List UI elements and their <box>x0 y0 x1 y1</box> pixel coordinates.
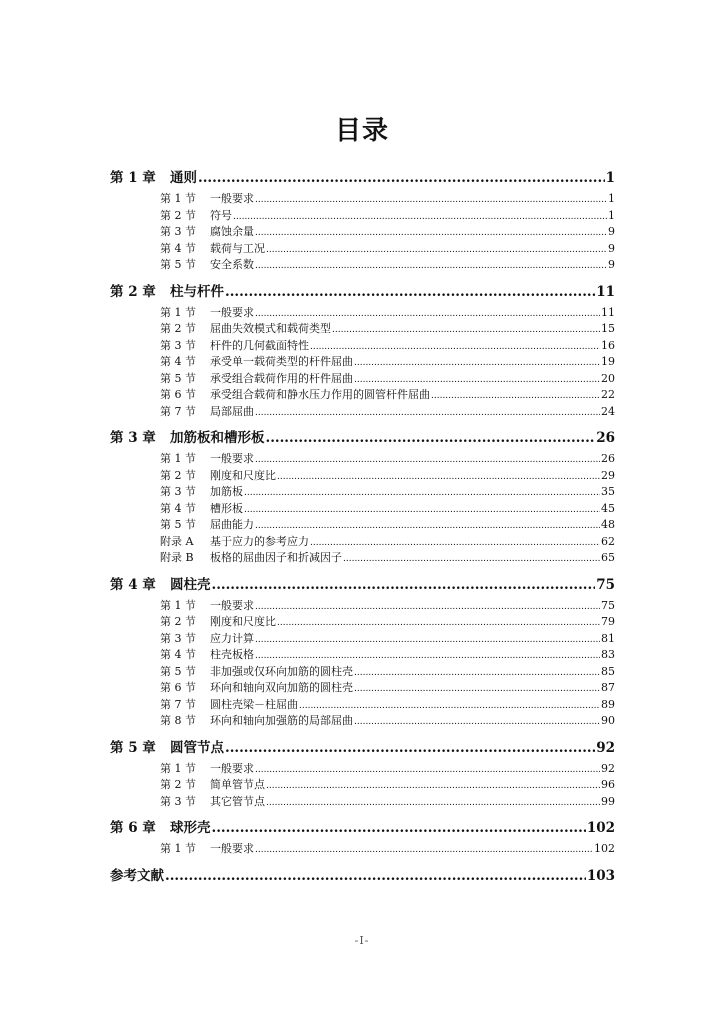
section-title: 承受组合载荷作用的杆件屈曲 <box>210 371 353 385</box>
section-title: 柱壳板格 <box>210 648 254 661</box>
section-number: 第 4 节 <box>160 355 196 368</box>
section-page-number: 11 <box>601 305 615 319</box>
toc-section-entry[interactable] <box>160 223 615 240</box>
section-number: 第 1 节 <box>160 842 196 855</box>
section-title: 一般要求 <box>210 761 254 775</box>
section-number: 第 5 节 <box>160 371 196 385</box>
dot-leader <box>343 554 600 564</box>
dot-leader <box>244 488 600 498</box>
dot-leader <box>255 195 607 205</box>
section-page-number: 16 <box>601 338 615 352</box>
section-number: 第 7 节 <box>160 404 196 418</box>
toc-section-entry[interactable] <box>160 207 615 224</box>
section-title: 一般要求 <box>210 452 254 465</box>
dot-leader <box>225 740 595 756</box>
dot-leader <box>255 765 600 775</box>
section-title: 承受单一载荷类型的杆件屈曲 <box>210 355 353 368</box>
section-title: 环向和轴向双向加筋的圆柱壳 <box>210 681 353 694</box>
dot-leader <box>277 472 600 482</box>
toc-section-entry[interactable] <box>160 337 615 354</box>
section-number: 第 1 节 <box>160 305 196 319</box>
toc-section-entry[interactable] <box>160 646 615 663</box>
section-title: 一般要求 <box>210 305 254 319</box>
section-page-number: 48 <box>601 518 615 531</box>
toc-section-entry[interactable] <box>160 500 615 517</box>
section-number: 第 2 节 <box>160 778 196 791</box>
section-number: 第 5 节 <box>160 258 196 271</box>
dot-leader <box>255 455 600 465</box>
section-number: 第 4 节 <box>160 501 196 515</box>
section-number: 第 1 节 <box>160 192 196 205</box>
chapter-page-number: 26 <box>596 430 615 446</box>
toc-references-entry[interactable] <box>110 864 615 888</box>
section-page-number: 20 <box>601 371 615 385</box>
section-page-number: 81 <box>601 631 615 645</box>
section-number: 第 3 节 <box>160 225 196 238</box>
toc-section-entry[interactable] <box>160 467 615 484</box>
section-number: 第 1 节 <box>160 452 196 465</box>
section-number: 第 3 节 <box>160 794 196 808</box>
dot-leader <box>255 635 600 645</box>
toc-section-entry[interactable] <box>160 320 615 337</box>
chapter-number: 第 1 章 <box>110 170 156 186</box>
toc-section-entry[interactable] <box>160 403 615 420</box>
section-number: 第 2 节 <box>160 208 196 222</box>
chapter-title: 柱与杆件 <box>170 283 224 300</box>
chapter-title: 圆柱壳 <box>170 576 211 593</box>
toc-section-entry[interactable] <box>160 793 615 810</box>
dot-leader <box>431 391 600 401</box>
section-page-number: 9 <box>608 241 615 255</box>
toc-chapter-entry[interactable] <box>110 166 615 190</box>
dot-leader <box>233 212 607 222</box>
chapter-title: 球形壳 <box>170 820 211 836</box>
section-page-number: 15 <box>601 322 615 335</box>
chapter-number: 第 2 章 <box>110 283 156 300</box>
section-page-number: 26 <box>601 452 615 465</box>
section-page-number: 90 <box>601 714 615 727</box>
dot-leader <box>266 781 600 791</box>
section-page-number: 92 <box>601 761 615 775</box>
dot-leader <box>255 408 600 418</box>
dot-leader <box>255 521 600 531</box>
section-page-number: 75 <box>601 598 615 612</box>
section-number: 第 7 节 <box>160 697 196 711</box>
toc-chapter-entry[interactable] <box>110 816 615 840</box>
toc-chapter-entry[interactable] <box>110 736 615 760</box>
section-number: 第 6 节 <box>160 388 196 401</box>
chapter-number: 第 5 章 <box>110 739 156 756</box>
toc-section-entry[interactable] <box>160 712 615 729</box>
chapter-page-number: 11 <box>596 283 615 300</box>
section-number: 第 6 节 <box>160 681 196 694</box>
section-page-number: 79 <box>601 615 615 628</box>
section-page-number: 9 <box>608 258 615 271</box>
toc-section-entry[interactable] <box>160 549 615 566</box>
section-title: 局部屈曲 <box>210 404 254 418</box>
chapter-title: 通则 <box>170 170 197 186</box>
toc-section-entry[interactable] <box>160 613 615 630</box>
toc-section-entry[interactable] <box>160 679 615 696</box>
dot-leader <box>225 284 595 300</box>
toc-section-entry[interactable] <box>160 450 615 467</box>
dot-leader <box>212 577 596 593</box>
dot-leader <box>354 717 600 727</box>
dot-leader <box>310 538 600 548</box>
dot-leader <box>310 342 600 352</box>
dot-leader <box>212 820 586 836</box>
section-title: 基于应力的参考应力 <box>210 534 309 548</box>
section-title: 一般要求 <box>210 842 254 855</box>
toc-section-entry[interactable] <box>160 516 615 533</box>
dot-leader <box>354 375 600 385</box>
section-number: 附录 A <box>160 534 194 548</box>
toc-section-entry[interactable] <box>160 696 615 713</box>
section-page-number: 22 <box>601 388 615 401</box>
section-title: 承受组合载荷和静水压力作用的圆管杆件屈曲 <box>210 388 430 401</box>
page-number: -I- <box>354 934 370 947</box>
section-page-number: 102 <box>594 842 615 855</box>
section-page-number: 29 <box>601 468 615 482</box>
chapter-number: 第 3 章 <box>110 430 156 446</box>
dot-leader <box>332 325 600 335</box>
section-page-number: 85 <box>601 664 615 678</box>
section-page-number: 9 <box>608 225 615 238</box>
chapter-number: 第 4 章 <box>110 576 156 593</box>
dot-leader <box>354 668 600 678</box>
table-of-contents <box>110 166 615 888</box>
references-page-number: 103 <box>586 867 615 884</box>
section-title: 简单管节点 <box>210 778 265 791</box>
section-number: 附录 B <box>160 551 194 564</box>
dot-leader <box>266 430 596 446</box>
dot-leader <box>266 245 607 255</box>
toc-section-entry[interactable] <box>160 840 615 857</box>
section-number: 第 3 节 <box>160 485 196 498</box>
toc-section-entry[interactable] <box>160 240 615 257</box>
section-number: 第 2 节 <box>160 615 196 628</box>
section-title: 杆件的几何截面特性 <box>210 338 309 352</box>
toc-chapter-entry[interactable] <box>110 573 615 597</box>
section-title: 圆柱壳梁－柱屈曲 <box>210 697 298 711</box>
dot-leader <box>277 618 600 628</box>
dot-leader <box>255 261 607 271</box>
toc-section-entry[interactable] <box>160 353 615 370</box>
section-page-number: 62 <box>601 534 615 548</box>
chapter-page-number: 92 <box>596 739 615 756</box>
section-page-number: 65 <box>601 551 615 564</box>
dot-leader <box>255 651 600 661</box>
toc-section-entry[interactable] <box>160 630 615 647</box>
section-number: 第 5 节 <box>160 664 196 678</box>
section-title: 环向和轴向加强筋的局部屈曲 <box>210 714 353 727</box>
section-number: 第 2 节 <box>160 468 196 482</box>
chapter-number: 第 6 章 <box>110 820 156 836</box>
section-number: 第 4 节 <box>160 648 196 661</box>
section-page-number: 89 <box>601 697 615 711</box>
section-title: 腐蚀余量 <box>210 225 254 238</box>
section-title: 应力计算 <box>210 631 254 645</box>
toc-section-entry[interactable] <box>160 597 615 614</box>
section-title: 非加强或仅环向加筋的圆柱壳 <box>210 664 353 678</box>
section-page-number: 83 <box>601 648 615 661</box>
section-title: 屈曲失效模式和载荷类型 <box>210 322 331 335</box>
section-number: 第 1 节 <box>160 761 196 775</box>
toc-section-entry[interactable] <box>160 533 615 550</box>
toc-section-entry[interactable] <box>160 256 615 273</box>
references-title: 参考文献 <box>110 867 164 884</box>
section-page-number: 35 <box>601 485 615 498</box>
toc-section-entry[interactable] <box>160 760 615 777</box>
dot-leader <box>165 868 586 884</box>
dot-leader <box>354 684 600 694</box>
section-title: 其它管节点 <box>210 794 265 808</box>
toc-section-entry[interactable] <box>160 386 615 403</box>
dot-leader <box>255 309 600 319</box>
section-title: 一般要求 <box>210 192 254 205</box>
section-number: 第 1 节 <box>160 598 196 612</box>
section-title: 板格的屈曲因子和折减因子 <box>210 551 342 564</box>
section-number: 第 8 节 <box>160 714 196 727</box>
toc-section-entry[interactable] <box>160 776 615 793</box>
toc-chapter-entry[interactable] <box>110 280 615 304</box>
dot-leader <box>266 798 600 808</box>
toc-section-entry[interactable] <box>160 483 615 500</box>
toc-section-entry[interactable] <box>160 663 615 680</box>
section-page-number: 99 <box>601 794 615 808</box>
chapter-page-number: 102 <box>586 820 615 836</box>
section-page-number: 45 <box>601 501 615 515</box>
dot-leader <box>255 602 600 612</box>
section-number: 第 3 节 <box>160 631 196 645</box>
toc-chapter-entry[interactable] <box>110 426 615 450</box>
section-page-number: 87 <box>601 681 615 694</box>
section-number: 第 3 节 <box>160 338 196 352</box>
dot-leader <box>255 845 593 855</box>
dot-leader <box>244 505 600 515</box>
dot-leader <box>299 701 600 711</box>
section-title: 刚度和尺度比 <box>210 615 276 628</box>
chapter-title: 加筋板和槽形板 <box>170 430 265 446</box>
section-page-number: 1 <box>608 192 615 205</box>
section-page-number: 24 <box>601 404 615 418</box>
section-number: 第 5 节 <box>160 518 196 531</box>
section-title: 符号 <box>210 208 232 222</box>
section-page-number: 1 <box>608 208 615 222</box>
section-number: 第 4 节 <box>160 241 196 255</box>
section-title: 一般要求 <box>210 598 254 612</box>
section-page-number: 19 <box>601 355 615 368</box>
section-title: 加筋板 <box>210 485 243 498</box>
chapter-page-number: 1 <box>605 170 615 186</box>
section-title: 刚度和尺度比 <box>210 468 276 482</box>
toc-section-entry[interactable] <box>160 190 615 207</box>
chapter-title: 圆管节点 <box>170 739 224 756</box>
toc-section-entry[interactable] <box>160 370 615 387</box>
dot-leader <box>354 358 600 368</box>
section-title: 安全系数 <box>210 258 254 271</box>
section-page-number: 96 <box>601 778 615 791</box>
section-number: 第 2 节 <box>160 322 196 335</box>
dot-leader <box>255 228 607 238</box>
section-title: 槽形板 <box>210 501 243 515</box>
chapter-page-number: 75 <box>596 576 615 593</box>
dot-leader <box>198 170 605 186</box>
toc-section-entry[interactable] <box>160 304 615 321</box>
section-title: 屈曲能力 <box>210 518 254 531</box>
page-title: 目录 <box>334 116 389 146</box>
section-title: 载荷与工况 <box>210 241 265 255</box>
